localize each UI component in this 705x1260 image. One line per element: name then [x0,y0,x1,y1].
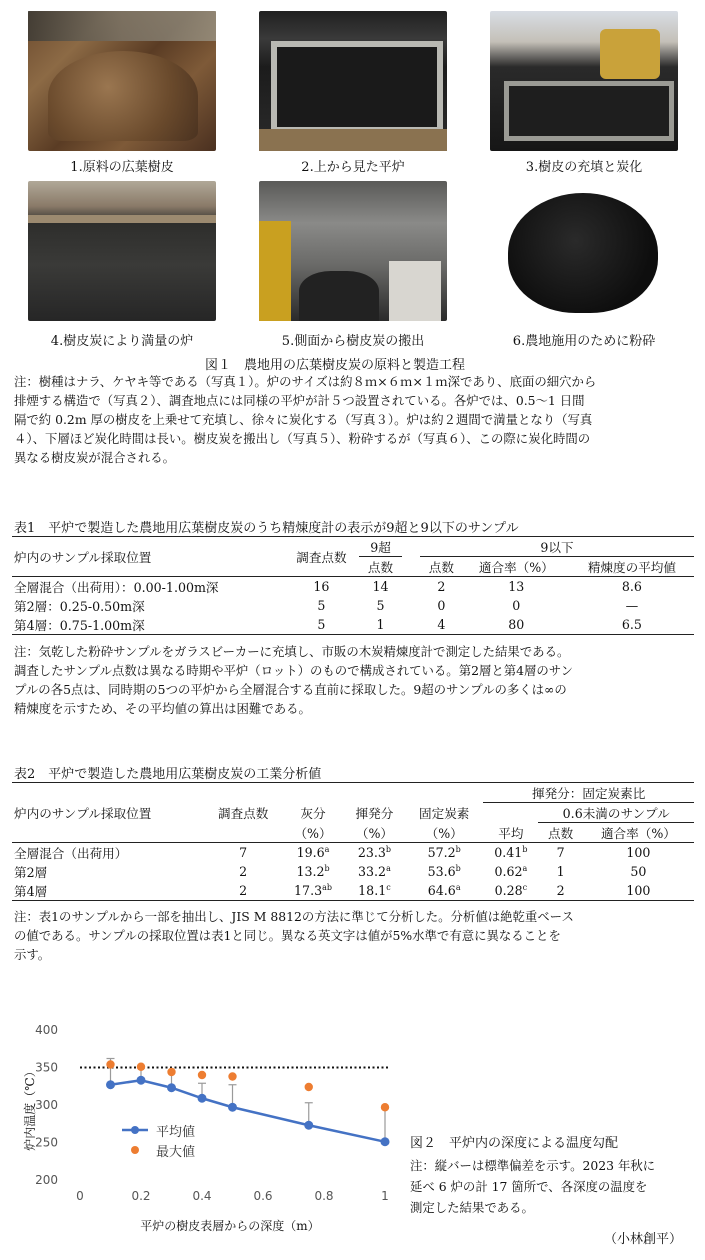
table2-note: 注：表1のサンプルから一部を抽出し、JIS M 8812の方法に準じて分析した。分析値は絶乾重ベース の値である。サンプルの採取位置は表1と同じ。異なる英文字は値が5%水準で有意に異なることを 示す。 [14,909,574,962]
t1-h-under: 9以下 [420,537,694,557]
photo-filling [490,11,678,151]
t1-h-count2: 点数 [420,557,463,577]
mean-point [304,1121,313,1130]
t1-h-pos: 炉内のサンプル採取位置 [12,537,284,577]
table-row: 全層混合（出荷用）：0.00-1.00m深 16 14 2 13 8.6 [14,579,642,595]
y-tick-label: 300 [35,1098,58,1112]
t2-h-rate: 適合率（%） [583,823,694,843]
photo-caption: 1.原料の広葉樹皮 [70,160,174,175]
t2-h-ash: 灰分 [300,806,326,821]
figure1-note: 注：樹種はナラ、ケヤキ等である（写真１）。炉のサイズは約８ｍ×６ｍ×１ｍ深であり、底面の細穴から 排煙する構造で（写真２）、調査地点には同様の平炉が計５つ設置されている。各炉では、0.5～1 日間 隔で約 0.2m 厚の樹皮を上乗せて充填し、徐々に炭化する（写真３）。炉は約２週間で満量となり（写真 ４）、下層ほど炭化時間は長い。樹皮炭を搬出し（写真５）、粉砕するが（写真６）、この際に炭化時間の 異なる樹皮炭が混合される。 [14,374,597,465]
t1-h-count: 点数 [359,557,402,577]
table1-title: 表1 平炉で製造した農地用広葉樹皮炭のうち精煉度計の表示が9超と9以下のサンプル [14,521,519,536]
x-tick-label: 0.8 [314,1189,334,1203]
x-tick-label: 1 [381,1189,389,1203]
photo-kiln-top [259,11,447,151]
t2-h-mean: 平均 [483,823,538,843]
legend-max: 最大値 [156,1144,196,1160]
max-point [305,1083,313,1091]
photo-caption: 3.樹皮の充填と炭化 [525,160,643,175]
max-point [106,1060,114,1068]
figure1-title: 図１ 農地用の広葉樹皮炭の原料と製造工程 [205,358,466,373]
max-point [198,1071,206,1079]
table1-note: 注：気乾した粉砕サンプルをガラスビーカーに充填し、市販の木炭精煉度計で測定した結果である。 調査したサンプル点数は異なる時期や平炉（ロット）のもので構成されている。第2層と第4層のサン プルの各5点は、同時期の5つの平炉から全層混合する直前に採取した。9超のサンプルの多くは∞の 精煉度を示すため、その平均値の算出は困難である。 [14,644,573,716]
t2-h-ratio: 揮発分：固定炭素比 [483,783,694,803]
t2-h-cnt: 点数 [538,823,582,843]
mean-point [167,1083,176,1092]
photo-caption: 4.樹皮炭により満量の炉 [50,334,194,349]
mean-point [381,1137,390,1146]
table1 [12,536,694,635]
max-point [137,1063,145,1071]
table-row: 第2層 2 13.2$^b$ 33.2$^a$ 53.6$^b$ 0.62$^a$ 1 50 [14,864,647,880]
mean-point [137,1076,146,1085]
y-tick-label: 200 [35,1173,58,1187]
y-tick-label: 350 [35,1060,58,1075]
y-tick-label: 250 [35,1135,58,1150]
photo-caption: 6.農地施用のために粉砕 [512,334,656,349]
t2-h-sub: 0.6未満のサンプル [538,803,694,823]
table2: 揮発分：固定炭素比 炉内のサンプル採取位置 調査点数 灰分 揮発分 固定炭素 0.6未満のサンプル （%） （%） （%） 平均 点数 適合率（%） 全層混合（出荷用） 7 19.6$^a$ 23.3$^b$ 57.2$^b$ 0.41$^b$ 7 100 第2層 2 13.2$^b$ 33.2$^a$ 53.6$^b$ 0.62$^a$ 1 50 第4層 2 17.3$^{ab}$ 18.1$^c$ 64.6$^a$ 0.28$^c$ 2 100 [12,782,694,901]
table2-title: 表2 平炉で製造した農地用広葉樹皮炭の工業分析値 [14,767,322,782]
mean-point [198,1094,207,1103]
mean-point [228,1103,237,1112]
t1-h-rate: 適合率（%） [463,557,570,577]
x-tick-label: 0.2 [131,1189,151,1203]
x-tick-label: 0.6 [253,1189,273,1203]
max-point [381,1103,389,1111]
table-row: 第2層：0.25-0.50m深 5 5 0 0 — [14,598,639,614]
t1-h-n: 調査点数 [284,537,359,577]
t2-h-fc: 固定炭素 [419,806,470,821]
t1-h-over: 9超 [359,537,402,557]
legend-mean: 平均値 [156,1124,196,1140]
table-row: 第4層 2 17.3$^{ab}$ 18.1$^c$ 64.6$^a$ 0.28$^c$ 2 100 [12,881,694,901]
temperature-chart [20,1020,400,1235]
chart-legend [120,1120,195,1160]
max-point [167,1068,175,1076]
x-tick-label: 0 [76,1189,84,1203]
photo-full-kiln [28,181,216,321]
figure2-title: 図２ 平炉内の深度による温度勾配 [410,1136,619,1151]
t2-h-n: 調査点数 [217,806,269,821]
max-point [228,1072,236,1080]
table-row: 全層混合（出荷用） 7 19.6$^a$ 23.3$^b$ 57.2$^b$ 0.41$^b$ 7 100 [14,845,651,861]
x-axis-label: 平炉の樹皮表層からの深度（m） [140,1219,320,1233]
y-tick-label: 400 [35,1023,58,1037]
mean-point [106,1080,115,1089]
photo-unloading [259,181,447,321]
photo-caption: 2.上から見た平炉 [301,160,405,175]
photo-bark-pile [28,11,216,151]
t1-h-avg: 精煉度の平均値 [570,557,694,577]
figure2-note: 注：縦バーは標準偏差を示す。2023 年秋に 延べ 6 炉の計 17 箇所で、各深度の温度を 測定した結果である。 [410,1158,656,1215]
t2-h-pos: 炉内のサンプル採取位置 [14,806,152,821]
author: （小林創平） [604,1232,683,1247]
photo-caption: 5.側面から樹皮炭の搬出 [281,334,425,349]
t2-h-vol: 揮発分 [355,806,394,821]
x-tick-label: 0.4 [192,1189,212,1203]
photo-powder [490,181,678,321]
table-row: 第4層：0.75-1.00m深 5 1 4 80 6.5 [12,615,694,635]
y-axis-label: 炉内温度（℃） [23,1065,37,1151]
